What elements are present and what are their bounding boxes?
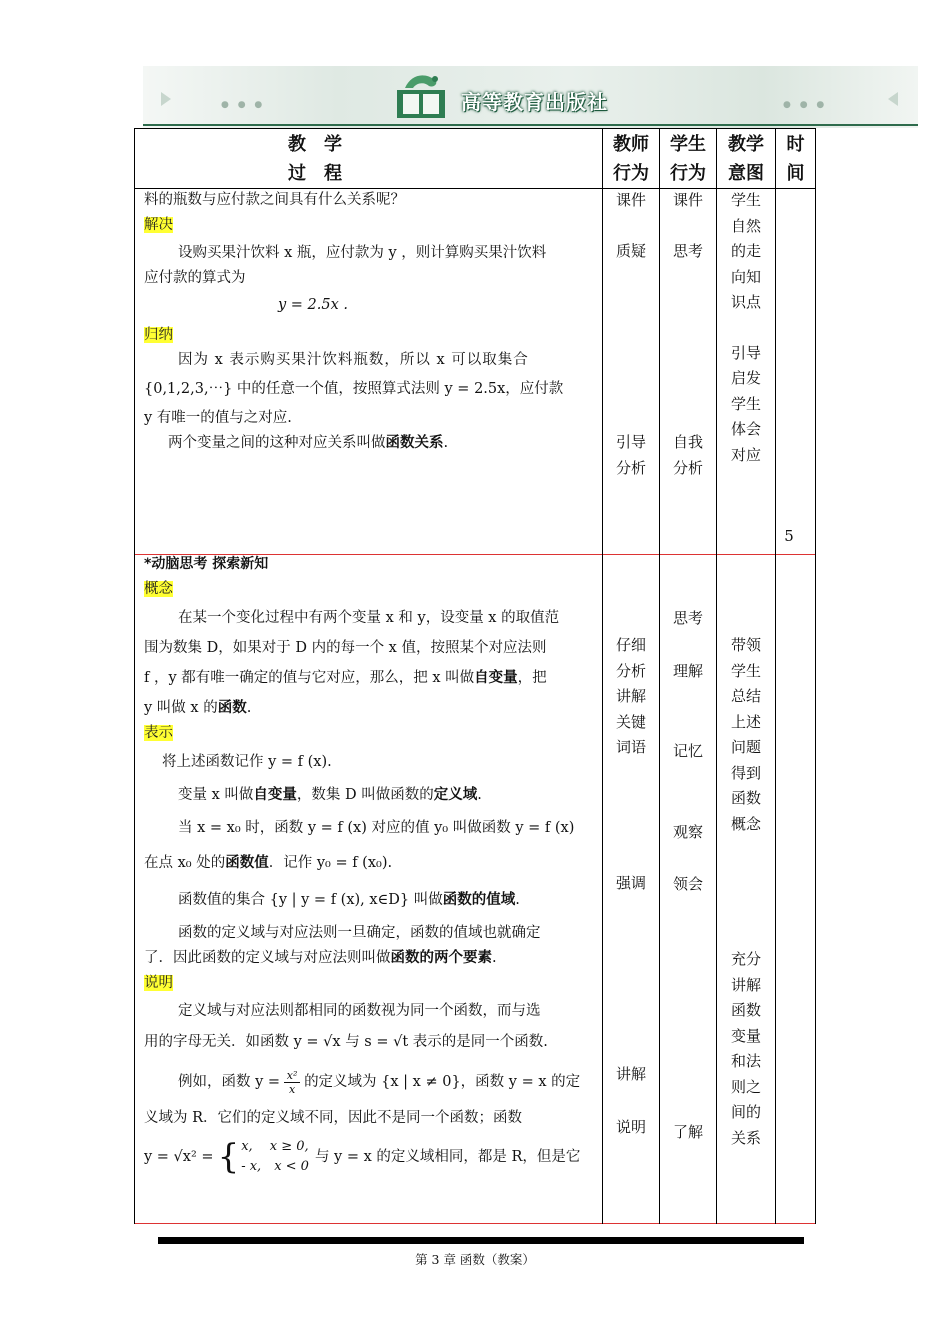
express-line2-text: 变量 x 叫做 bbox=[178, 787, 254, 803]
s1-student-item: 自我 bbox=[672, 433, 703, 451]
express-line7 bbox=[144, 946, 596, 971]
s1-intent-item: 向知 bbox=[730, 267, 761, 286]
s1-intent-item: 对应 bbox=[730, 445, 761, 464]
s2-teacher-item: 词语 bbox=[615, 738, 646, 756]
solve-line1: 设购买果汁饮料 x 瓶，应付款为 y ，则计算购买果汁饮料 bbox=[178, 245, 547, 261]
section1-teacher bbox=[603, 188, 659, 481]
s2-intent-item: 充分 bbox=[730, 950, 761, 968]
explain-line5-text: y = √x² = bbox=[144, 1148, 214, 1165]
s2-student-item: 观察 bbox=[672, 822, 703, 841]
s2-teacher-item: 关键 bbox=[615, 712, 646, 731]
s2-intent-item: 函数 bbox=[730, 1001, 761, 1019]
header-teacher-line1: 教师 bbox=[613, 134, 649, 155]
banner-dots-left-icon: ● ● ● bbox=[221, 100, 266, 110]
concept-line4 bbox=[144, 696, 596, 721]
tag-solve: 解决 bbox=[144, 217, 173, 233]
summary-line4-end: . bbox=[443, 435, 449, 451]
s1-student-item: 分析 bbox=[672, 458, 703, 477]
footer-bar bbox=[158, 1237, 804, 1244]
section2-teacher bbox=[603, 633, 659, 1140]
solve-line2: 应付款的算式为 bbox=[144, 270, 246, 286]
term-function-value: 函数值 bbox=[225, 855, 269, 871]
header-student bbox=[660, 130, 716, 188]
express-line7-end: . bbox=[492, 950, 497, 966]
s2-teacher-item: 讲解 bbox=[615, 1065, 646, 1083]
concept-line2: 围为数集 D，如果对于 D 内的每一个 x 值，按照某个对应法则 bbox=[144, 640, 547, 656]
banner-rule bbox=[143, 124, 918, 126]
s2-intent-item: 和法 bbox=[730, 1052, 761, 1070]
table-right-border bbox=[815, 128, 816, 1224]
explain-line4: 义域为 R．它们的定义域不同，因此不是同一个函数；函数 bbox=[144, 1110, 523, 1126]
s2-intent-item: 则之 bbox=[730, 1077, 761, 1096]
table-top-border bbox=[134, 128, 816, 129]
explain-line2: 用的字母无关．如函数 y = √x 与 s = √t 表示的是同一个函数. bbox=[144, 1034, 548, 1050]
summary-line4-text: 两个变量之间的这种对应关系叫做 bbox=[168, 435, 386, 451]
header-process bbox=[250, 130, 380, 188]
s1-intent-item: 学生 bbox=[730, 394, 761, 413]
express-line5-text: 函数值的集合 {y | y = f (x), x∈D} 叫做 bbox=[178, 892, 443, 908]
banner-arrow-left-icon bbox=[161, 92, 171, 106]
tag-summary: 归纳 bbox=[144, 327, 173, 343]
express-line4-text: 在点 x₀ 处的 bbox=[144, 855, 226, 871]
header-teacher-line2: 行为 bbox=[613, 163, 649, 184]
piecewise-cases bbox=[241, 1137, 309, 1177]
term-range: 函数的值域 bbox=[442, 892, 516, 908]
header-process-line1: 教 学 bbox=[288, 134, 342, 155]
header-time-line2: 间 bbox=[786, 163, 805, 184]
formula-y-2.5x: y = 2.5x . bbox=[278, 297, 349, 313]
s2-student-item: 思考 bbox=[672, 609, 703, 627]
fraction-denominator: x bbox=[288, 1083, 296, 1096]
express-line6: 函数的定义域与对应法则一旦确定，函数的值域也就确定 bbox=[178, 925, 541, 941]
table-left-border bbox=[134, 128, 135, 1224]
concept-line3-text: f ，y 都有唯一确定的值与它对应，那么，把 x 叫做 bbox=[144, 670, 475, 686]
s1-teacher-item: 质疑 bbox=[615, 241, 646, 260]
s1-teacher-item: 分析 bbox=[615, 458, 646, 477]
summary-line3: y 有唯一的值与之对应. bbox=[144, 410, 292, 426]
s2-intent-item: 上述 bbox=[730, 712, 761, 731]
express-line2-end: . bbox=[477, 787, 482, 803]
s1-student-item: 课件 bbox=[672, 191, 703, 209]
s1-intent-item: 引导 bbox=[730, 343, 761, 362]
piecewise-case2: - x, x < 0 bbox=[241, 1159, 309, 1174]
s1-intent-item: 识点 bbox=[730, 293, 761, 311]
col-divider-4 bbox=[775, 128, 776, 1224]
s1-teacher-item: 引导 bbox=[615, 433, 646, 451]
concept-line3-end: ，把 bbox=[517, 670, 547, 686]
s2-teacher-item: 说明 bbox=[615, 1117, 646, 1136]
s2-intent-item: 得到 bbox=[730, 763, 761, 782]
section1-student bbox=[660, 188, 716, 481]
explain-line1: 定义域与对应法则都相同的函数视为同一个函数，而与选 bbox=[178, 1003, 541, 1019]
section1-line-top: 料的瓶数与应付款之间具有什么关系呢？ bbox=[144, 192, 405, 208]
section2-student bbox=[660, 606, 716, 1145]
header-intent-line1: 教学 bbox=[728, 134, 764, 155]
s2-student-item: 领会 bbox=[672, 875, 703, 893]
s2-student-item: 理解 bbox=[672, 661, 703, 680]
section1-time: 5 bbox=[784, 527, 794, 545]
header-student-line1: 学生 bbox=[670, 134, 706, 155]
publisher-logo-icon bbox=[395, 70, 447, 120]
tag-explain: 说明 bbox=[144, 975, 173, 991]
piecewise-brace-icon: { bbox=[217, 1137, 240, 1177]
section1-intent bbox=[717, 188, 775, 468]
express-line2 bbox=[144, 783, 596, 808]
term-function-relation: 函数关系 bbox=[385, 435, 444, 451]
explain-line5 bbox=[144, 1137, 596, 1177]
s2-intent-item: 函数 bbox=[730, 789, 761, 807]
s2-intent-item: 概念 bbox=[730, 814, 761, 833]
table-bottom-border bbox=[134, 1223, 816, 1224]
s1-intent-item: 的走 bbox=[730, 242, 761, 260]
header-time-line1: 时 bbox=[786, 134, 805, 155]
summary-line1: 因为 x 表示购买果汁饮料瓶数，所以 x 可以取集合 bbox=[178, 352, 529, 368]
s2-student-item: 记忆 bbox=[672, 742, 703, 760]
s2-intent-item: 带领 bbox=[730, 636, 761, 654]
term-function: 函数 bbox=[217, 700, 247, 716]
term-independent-variable: 自变量 bbox=[474, 670, 518, 686]
concept-line3 bbox=[144, 666, 596, 691]
s2-intent-item: 讲解 bbox=[730, 975, 761, 994]
explain-line3-text: 例如，函数 y = bbox=[178, 1074, 281, 1090]
s1-intent-item: 启发 bbox=[730, 369, 761, 387]
explain-line3-end: 的定义域为 {x | x ≠ 0}，函数 y = x 的定 bbox=[304, 1074, 581, 1090]
header-time bbox=[776, 130, 815, 188]
section2-intent bbox=[717, 633, 775, 1151]
s2-teacher-item: 仔细 bbox=[615, 636, 646, 654]
concept-line1: 在某一个变化过程中有两个变量 x 和 y，设变量 x 的取值范 bbox=[178, 610, 560, 626]
banner-dots-right-icon: ● ● ● bbox=[783, 100, 828, 110]
section1-content bbox=[144, 188, 596, 456]
s2-intent-item: 学生 bbox=[730, 661, 761, 680]
header-student-line2: 行为 bbox=[670, 163, 706, 184]
publisher-banner bbox=[143, 66, 918, 128]
express-line5-end: . bbox=[515, 892, 520, 908]
s1-student-item: 思考 bbox=[672, 241, 703, 260]
explain-line3 bbox=[144, 1069, 596, 1096]
footer-text: 第 3 章 函数（教案） bbox=[415, 1252, 535, 1267]
header-process-line2: 过 程 bbox=[288, 163, 342, 184]
summary-line2: {0,1,2,3,⋯} 中的任意一个值，按照算式法则 y = 2.5x，应付款 bbox=[144, 381, 564, 397]
concept-line4-end: . bbox=[246, 700, 252, 716]
explain-line5-end: 与 y = x 的定义域相同，都是 R，但是它 bbox=[314, 1148, 581, 1165]
s2-teacher-item: 分析 bbox=[615, 661, 646, 680]
s1-teacher-item: 课件 bbox=[615, 191, 646, 209]
express-line4-end: ．记作 y₀ = f (x₀). bbox=[268, 855, 393, 871]
fraction-x2-over-x bbox=[284, 1069, 300, 1096]
tag-concept: 概念 bbox=[144, 581, 173, 597]
publisher-name: 高等教育出版社 bbox=[461, 90, 608, 114]
section2-heading: *动脑思考 探索新知 bbox=[144, 556, 269, 572]
banner-arrow-right-icon bbox=[888, 92, 898, 106]
s1-intent-item: 体会 bbox=[730, 420, 761, 438]
tag-express: 表示 bbox=[144, 725, 173, 741]
s2-intent-item: 变量 bbox=[730, 1026, 761, 1045]
term-domain: 定义域 bbox=[433, 787, 478, 803]
s2-intent-item: 问题 bbox=[730, 738, 761, 756]
section2-content bbox=[144, 552, 596, 1177]
header-intent-line2: 意图 bbox=[728, 163, 764, 184]
express-line3: 当 x = x₀ 时，函数 y = f (x) 对应的值 y₀ 叫做函数 y = f (x) bbox=[178, 820, 575, 836]
express-line5 bbox=[144, 888, 596, 913]
s1-intent-item: 自然 bbox=[730, 216, 761, 235]
piecewise-case1: x, x ≥ 0, bbox=[241, 1139, 309, 1154]
s2-intent-item: 关系 bbox=[730, 1128, 761, 1147]
express-line1: 将上述函数记作 y = f (x). bbox=[162, 754, 332, 770]
express-line7-text: 了．因此函数的定义域与对应法则叫做 bbox=[144, 950, 391, 966]
concept-line4-text: y 叫做 x 的 bbox=[144, 700, 218, 716]
express-line2-mid: ，数集 D 叫做函数的 bbox=[296, 787, 434, 803]
header-intent bbox=[717, 130, 775, 188]
term-independent-variable-2: 自变量 bbox=[253, 787, 297, 803]
term-two-elements: 函数的两个要素 bbox=[390, 950, 492, 966]
s2-teacher-item: 强调 bbox=[615, 873, 646, 892]
s1-intent-item: 学生 bbox=[730, 191, 761, 209]
s2-teacher-item: 讲解 bbox=[615, 687, 646, 705]
s2-intent-item: 间的 bbox=[730, 1103, 761, 1121]
summary-line4 bbox=[144, 431, 596, 456]
express-line4 bbox=[144, 851, 596, 876]
s2-intent-item: 总结 bbox=[730, 687, 761, 705]
header-teacher bbox=[603, 130, 659, 188]
s2-student-item: 了解 bbox=[672, 1122, 703, 1141]
fraction-numerator: x² bbox=[286, 1069, 298, 1082]
